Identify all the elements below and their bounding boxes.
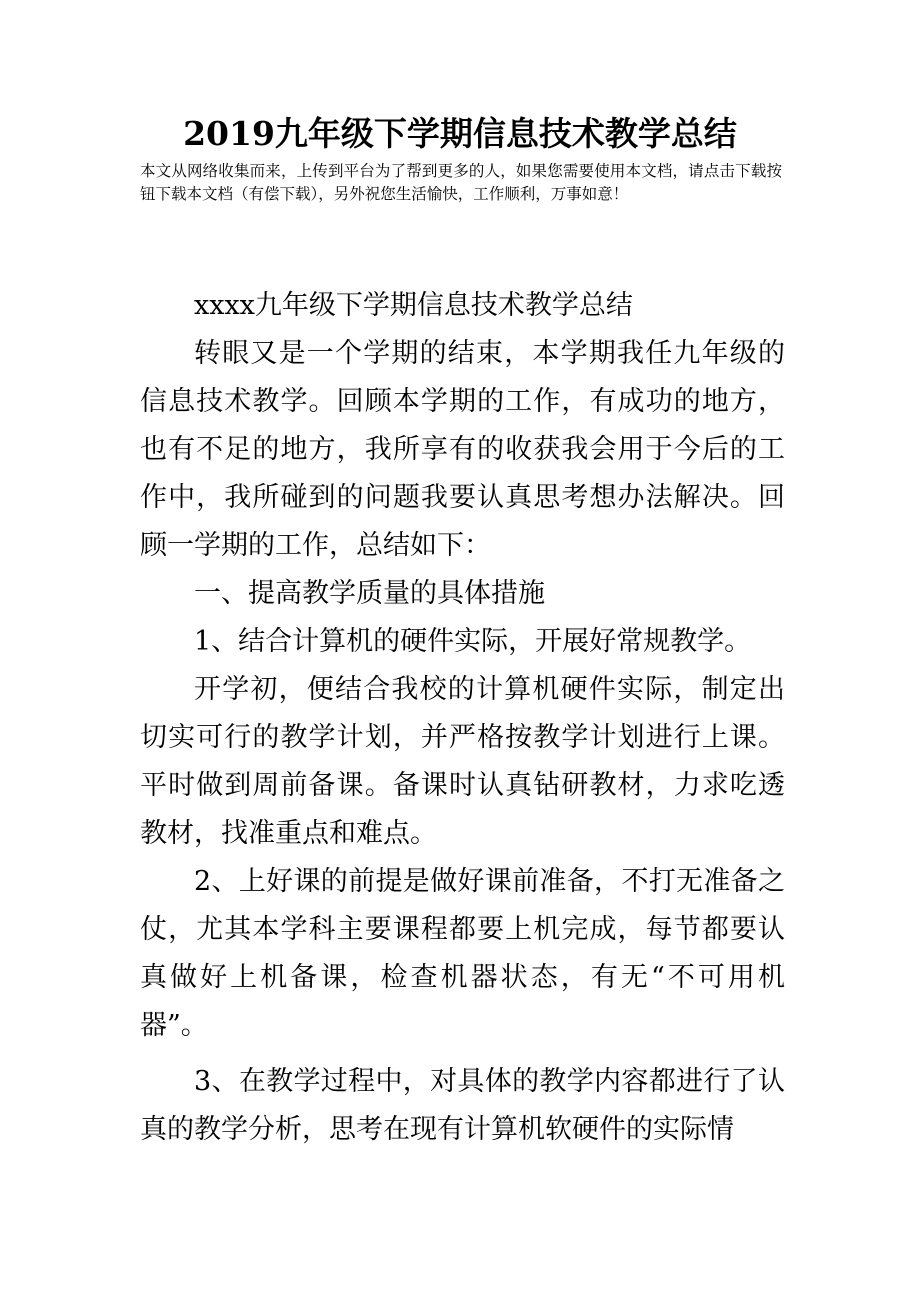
- paragraph-heading: xxxx九年级下学期信息技术教学总结: [194, 290, 633, 321]
- document-body: [140, 282, 785, 1154]
- paragraph: 转眼又是一个学期的结束，本学期我任九年级的信息技术教学。回顾本学期的工作，有成功的地方，也有不足的地方，我所享有的收获我会用于今后的工作中，我所碰到的问题我要认真思考想办法解决。回顾一学期的工作，总结如下：: [140, 338, 785, 561]
- paragraph: 1、结合计算机的硬件实际，开展好常规教学。: [194, 626, 752, 657]
- paragraph: 2、上好课的前提是做好课前准备，不打无准备之仗，尤其本学科主要课程都要上机完成，每节都要认真做好上机备课，检查机器状态，有无“不可用机器”。: [140, 866, 785, 1041]
- paragraph: 开学初，便结合我校的计算机硬件实际，制定出切实可行的教学计划，并严格按教学计划进行上课。平时做到周前备课。备课时认真钻研教材，力求吃透教材，找准重点和难点。: [140, 674, 785, 849]
- paragraph: 3、在教学过程中，对具体的教学内容都进行了认真的教学分析，思考在现有计算机软硬件的实际情: [140, 1066, 785, 1145]
- document-title: 2019九年级下学期信息技术教学总结: [183, 114, 737, 153]
- section-heading: 一、提高教学质量的具体措施: [194, 578, 545, 609]
- download-notice: 本文从网络收集而来，上传到平台为了帮到更多的人，如果您需要使用本文档，请点击下载按钮下载本文档（有偿下载），另外祝您生活愉快，工作顺利，万事如意！: [140, 162, 782, 203]
